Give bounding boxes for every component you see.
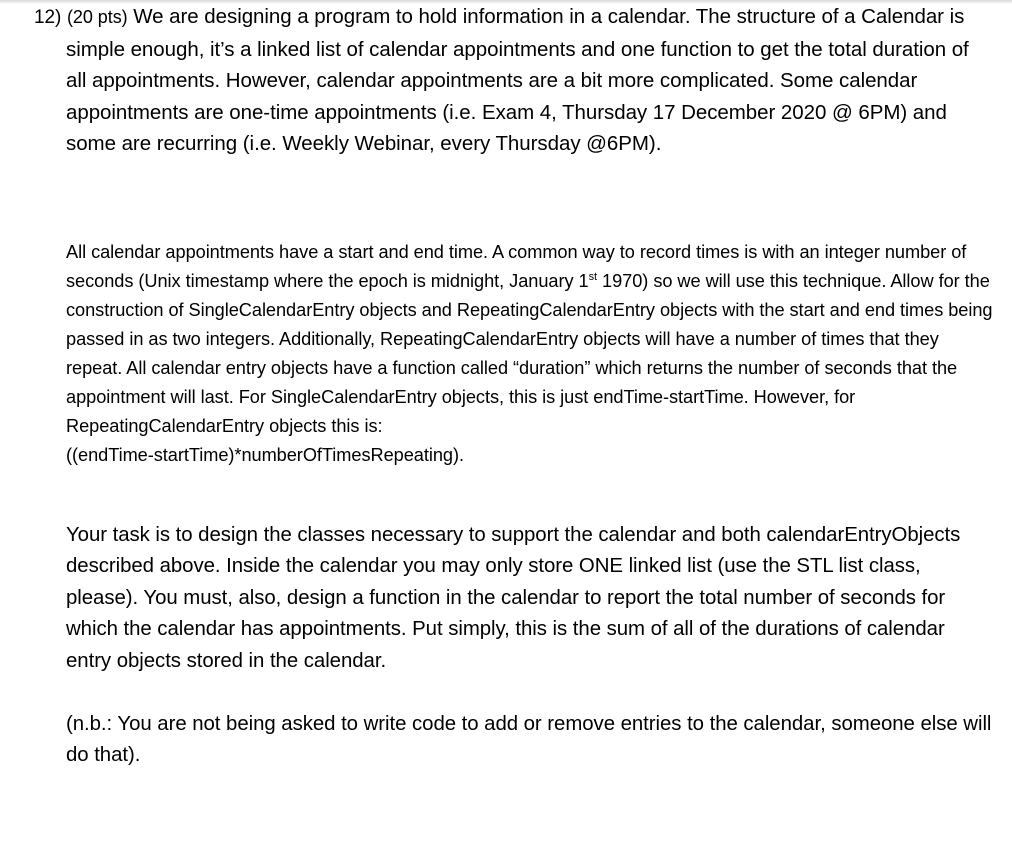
paragraph-times-text-2: 1970) so we will use this technique. Allow for the construction of SingleCalendarEntry objects and RepeatingCalendarEntry objects with the start and end times being passed in as two integers. Additionally, RepeatingCalendarEntry objects will have a number of times that they repeat. All calendar entry objects have a function called “duration” which returns the number of seconds that the appointment will last. For SingleCalendarEntry objects, this is just endTime-startTime. However, for RepeatingCalendarEntry objects this is: (66, 270, 993, 436)
question-intro (34, 1, 994, 160)
paragraph-task: Your task is to design the classes necessary to support the calendar and both calendarEntryObjects described above. Inside the calendar you may only store ONE linked list (use the STL list class, please). You must, also, design a function in the calendar to report the total number of seconds for which the calendar has appointments. Put simply, this is the sum of all of the durations of calendar entry objects stored in the calendar. (66, 523, 961, 672)
paragraph-times (34, 238, 994, 470)
duration-formula: ((endTime-startTime)*numberOfTimesRepeating). (66, 444, 464, 465)
ordinal-superscript: st (588, 270, 598, 283)
question-number: 12) (34, 7, 62, 28)
paragraph-times-text-1: All calendar appointments have a start and end time. A common way to record times is with an integer number of seconds (Unix timestamp where the epoch is midnight, January 1 (66, 241, 967, 291)
question-points: (20 pts) (66, 7, 128, 27)
paragraph-note: (n.b.: You are not being asked to write code to add or remove entries to the calendar, someone else will do that). (66, 713, 992, 767)
question-12 (34, 1, 994, 772)
question-intro-text: We are designing a program to hold information in a calendar. The structure of a Calendar is simple enough, it’s a linked list of calendar appointments and one function to get the total duration of all appointments. However, calendar appointments are a bit more complicated. Some calendar appointments are one-time appointments (i.e. Exam 4, Thursday 17 December 2020 @ 6PM) and some are recurring (i.e. Weekly Webinar, every Thursday @6PM). (66, 5, 969, 156)
